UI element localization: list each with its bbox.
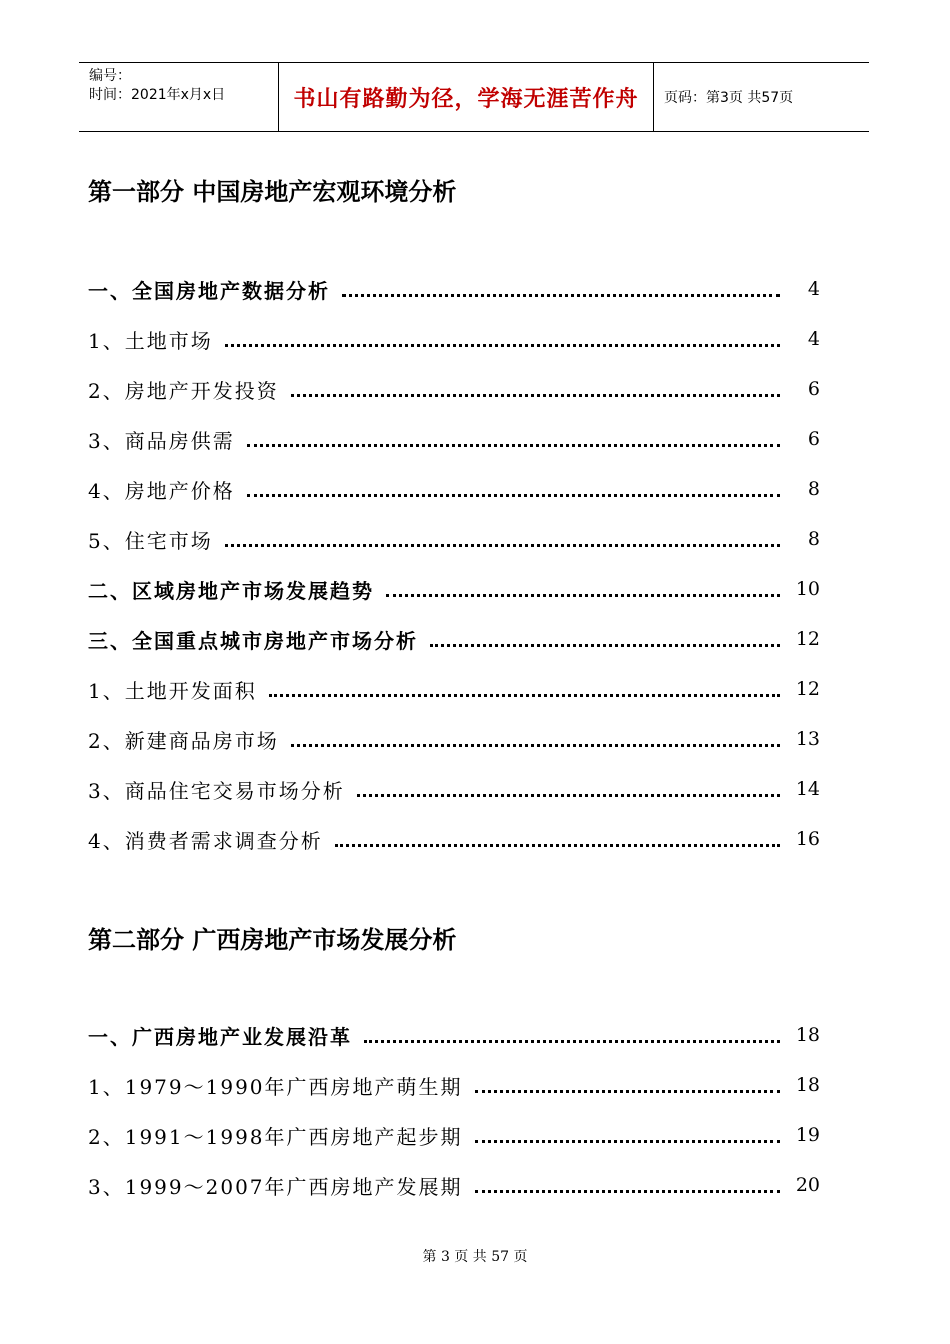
toc-entry-page: 16 bbox=[795, 828, 820, 850]
toc-entry[interactable] bbox=[88, 324, 832, 354]
toc-entry[interactable] bbox=[88, 574, 832, 604]
page-header bbox=[79, 62, 869, 132]
toc-entry-label: 一、广西房地产业发展沿革 bbox=[88, 1024, 352, 1049]
toc-entry-label: 1、土地市场 bbox=[88, 328, 213, 353]
toc-entry-label: 1、土地开发面积 bbox=[88, 678, 257, 703]
toc-entry-page: 4 bbox=[807, 328, 820, 350]
toc-entry-page: 18 bbox=[795, 1074, 820, 1096]
toc-leader-dots bbox=[475, 1089, 780, 1093]
toc-entry-page: 8 bbox=[807, 478, 820, 500]
toc-entry-label: 1、1979～1990年广西房地产萌生期 bbox=[88, 1074, 463, 1099]
toc-entry[interactable] bbox=[88, 274, 832, 304]
toc-entry-page: 13 bbox=[795, 728, 820, 750]
header-page-info: 页码：第3页 共57页 bbox=[664, 90, 794, 106]
part2-title: 第二部分 广西房地产市场发展分析 bbox=[88, 926, 457, 954]
toc-entry[interactable] bbox=[88, 1020, 832, 1050]
toc-entry-page: 6 bbox=[807, 428, 820, 450]
toc-entry-label: 3、商品房供需 bbox=[88, 428, 235, 453]
time-label: 时间：2021年x月x日 bbox=[89, 87, 226, 103]
toc-entry-label: 二、区域房地产市场发展趋势 bbox=[88, 578, 374, 603]
toc-leader-dots bbox=[225, 343, 780, 347]
toc-entry[interactable] bbox=[88, 424, 832, 454]
toc-entry-label: 3、1999～2007年广西房地产发展期 bbox=[88, 1174, 463, 1199]
toc-entry[interactable] bbox=[88, 474, 832, 504]
toc-entry[interactable] bbox=[88, 1120, 832, 1150]
toc-entry-page: 4 bbox=[807, 278, 820, 300]
toc-leader-dots bbox=[291, 393, 780, 397]
toc-leader-dots bbox=[291, 743, 780, 747]
toc-leader-dots bbox=[475, 1139, 780, 1143]
toc-leader-dots bbox=[269, 693, 780, 697]
toc-entry[interactable] bbox=[88, 624, 832, 654]
toc-entry-label: 4、房地产价格 bbox=[88, 478, 235, 503]
toc-leader-dots bbox=[475, 1189, 780, 1193]
page-footer: 第 3 页 共 57 页 bbox=[422, 1249, 528, 1265]
toc-entry-page: 20 bbox=[795, 1174, 820, 1196]
header-meta bbox=[79, 63, 279, 131]
toc-entry-page: 19 bbox=[795, 1124, 820, 1146]
toc-entry-label: 2、房地产开发投资 bbox=[88, 378, 279, 403]
toc-entry-page: 12 bbox=[795, 678, 820, 700]
toc-leader-dots bbox=[247, 493, 780, 497]
toc-entry-label: 5、住宅市场 bbox=[88, 528, 213, 553]
toc-entry-page: 14 bbox=[795, 778, 820, 800]
toc-leader-dots bbox=[225, 543, 780, 547]
toc-entry[interactable] bbox=[88, 724, 832, 754]
toc-entry-label: 2、新建商品房市场 bbox=[88, 728, 279, 753]
toc-entry[interactable] bbox=[88, 1070, 832, 1100]
toc-entry-page: 12 bbox=[795, 628, 820, 650]
toc-entry[interactable] bbox=[88, 674, 832, 704]
toc-entry[interactable] bbox=[88, 524, 832, 554]
toc-entry[interactable] bbox=[88, 774, 832, 804]
toc-entry[interactable] bbox=[88, 1170, 832, 1200]
toc-entry-label: 3、商品住宅交易市场分析 bbox=[88, 778, 345, 803]
toc-entry[interactable] bbox=[88, 374, 832, 404]
toc-leader-dots bbox=[357, 793, 780, 797]
toc-entry-label: 一、全国房地产数据分析 bbox=[88, 278, 330, 303]
toc-entry[interactable] bbox=[88, 824, 832, 854]
toc-leader-dots bbox=[430, 643, 780, 647]
toc-entry-page: 18 bbox=[795, 1024, 820, 1046]
header-motto: 书山有路勤为径，学海无涯苦作舟 bbox=[279, 63, 654, 131]
toc-leader-dots bbox=[386, 593, 780, 597]
toc-leader-dots bbox=[335, 843, 780, 847]
toc-entry-label: 4、消费者需求调查分析 bbox=[88, 828, 323, 853]
toc-entry-label: 2、1991～1998年广西房地产起步期 bbox=[88, 1124, 463, 1149]
toc-entry-label: 三、全国重点城市房地产市场分析 bbox=[88, 628, 418, 653]
toc-entry-page: 10 bbox=[795, 578, 820, 600]
toc-leader-dots bbox=[342, 293, 780, 297]
toc-entry-page: 8 bbox=[807, 528, 820, 550]
part1-title: 第一部分 中国房地产宏观环境分析 bbox=[88, 178, 457, 206]
code-label: 编号： bbox=[89, 68, 131, 84]
toc-leader-dots bbox=[364, 1039, 780, 1043]
toc-leader-dots bbox=[247, 443, 780, 447]
toc-entry-page: 6 bbox=[807, 378, 820, 400]
